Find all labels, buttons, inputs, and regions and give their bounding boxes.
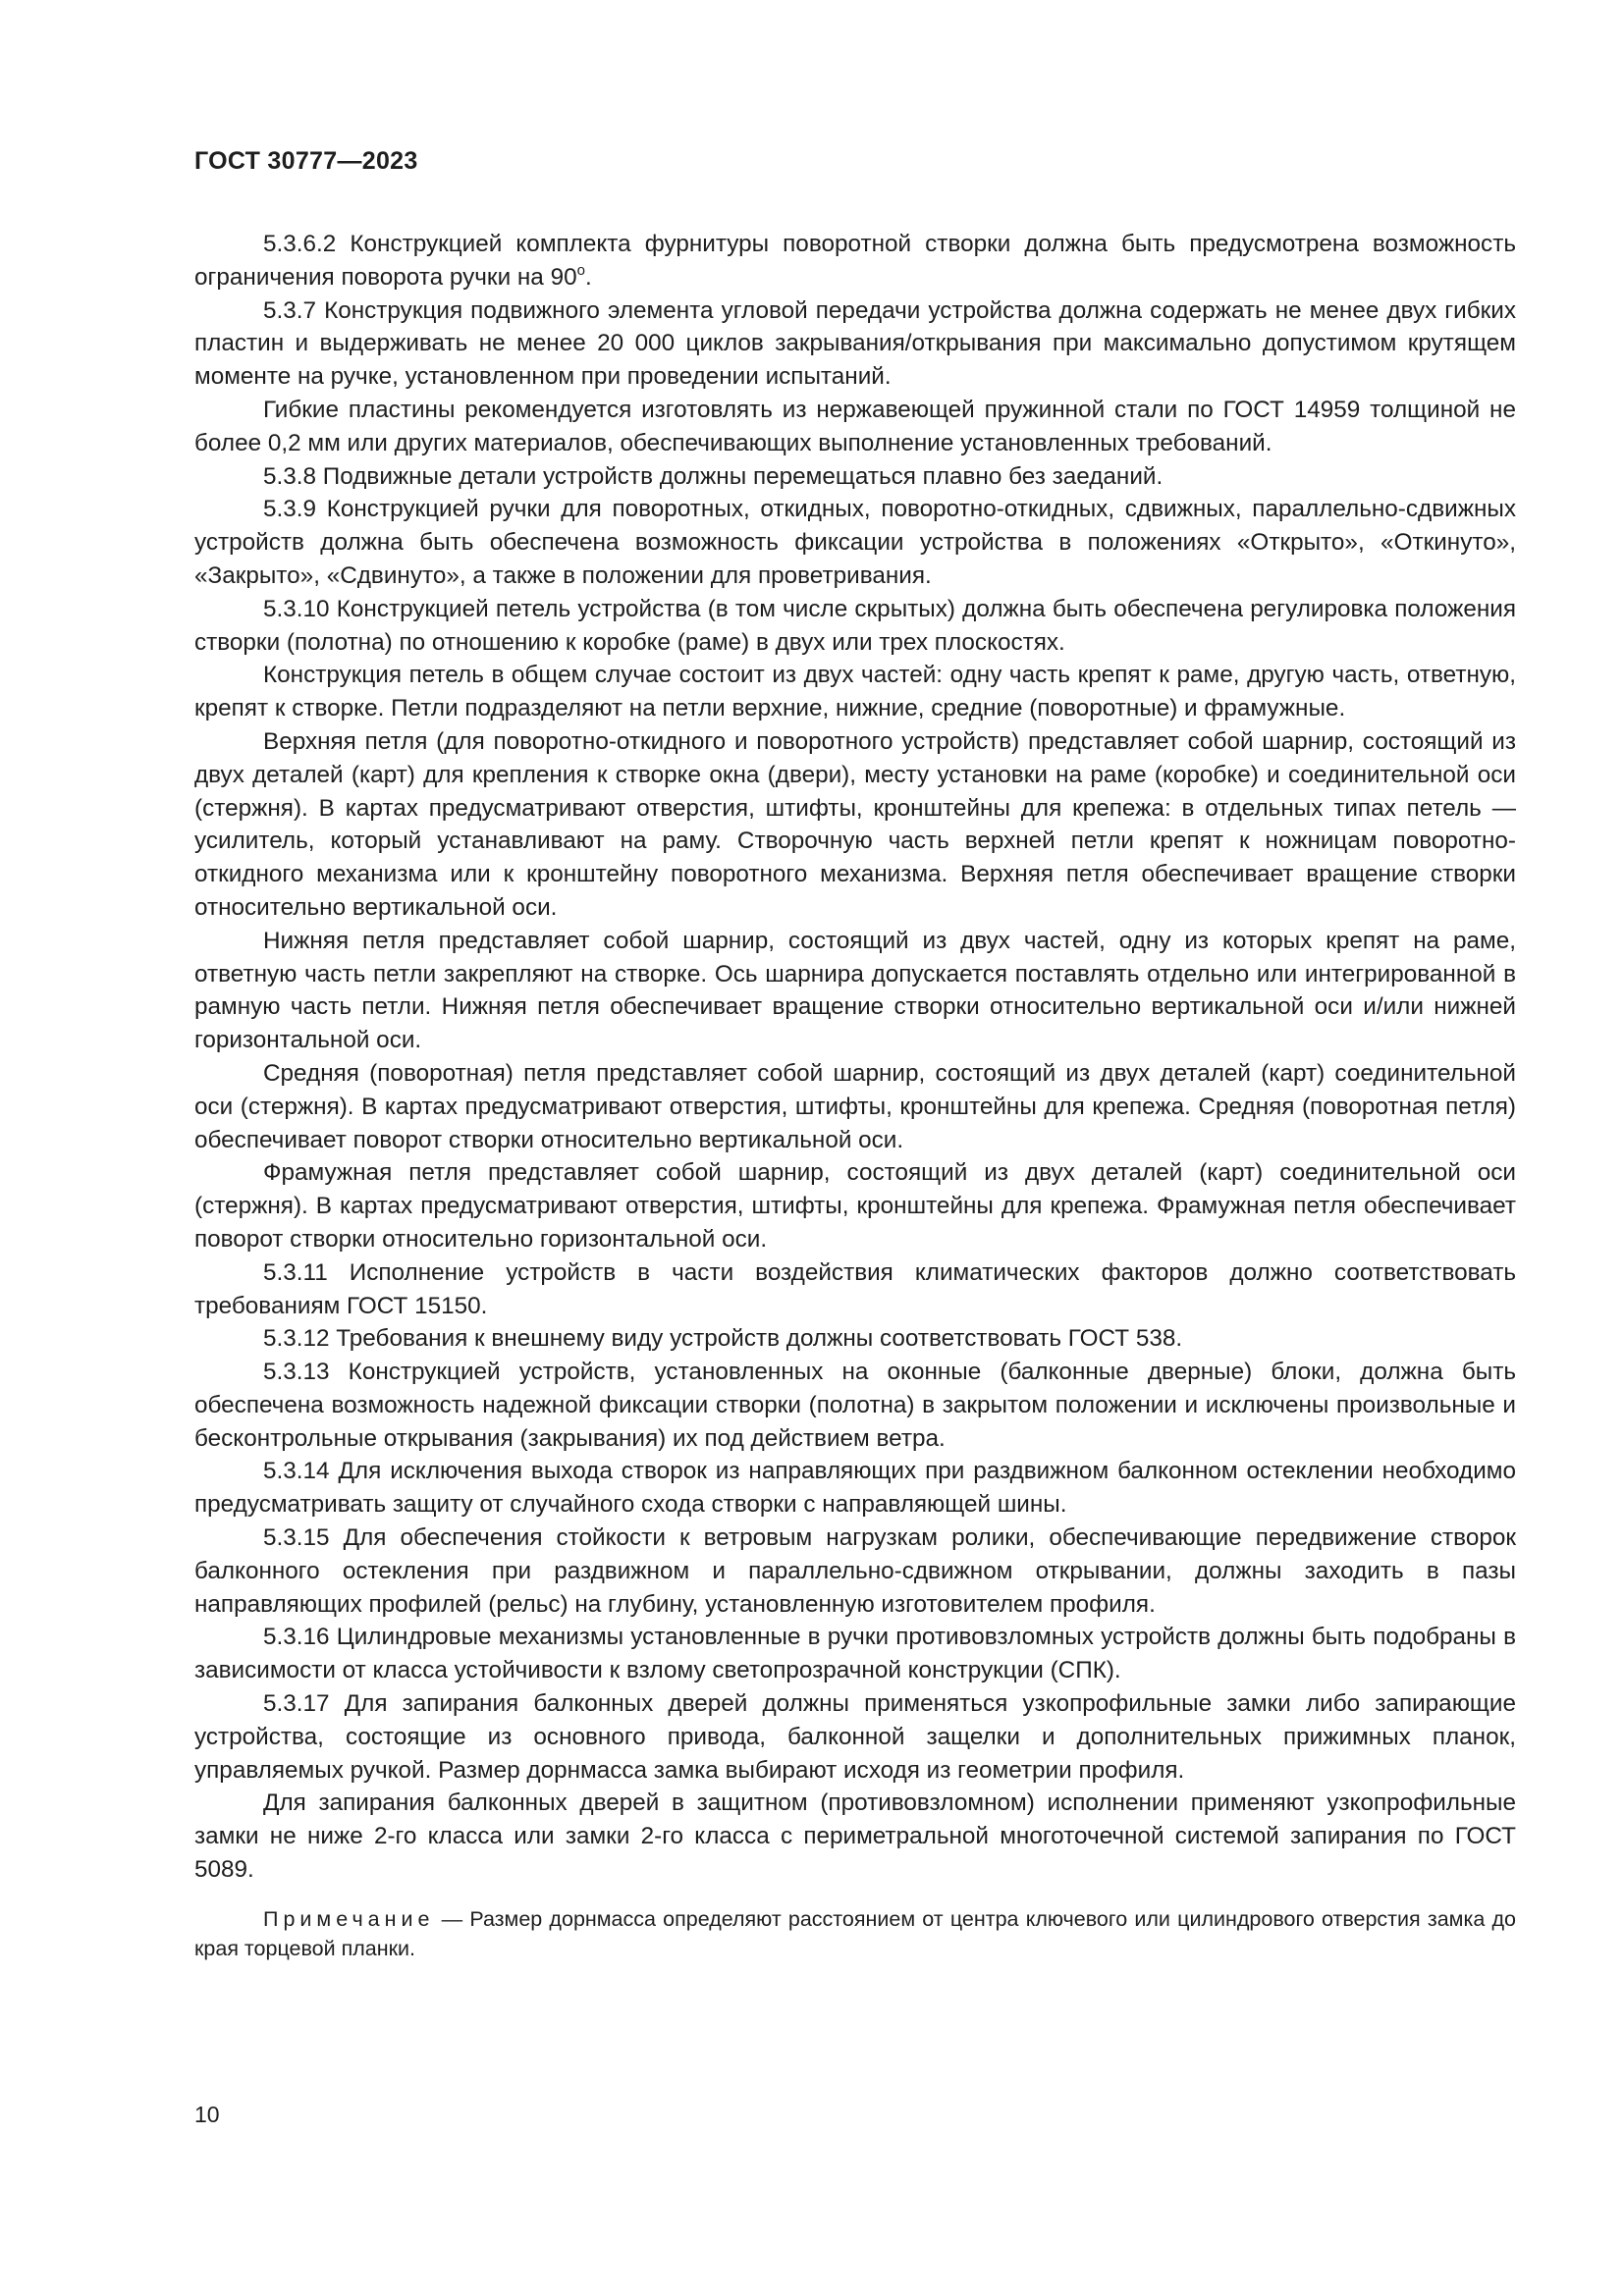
note — [194, 1904, 1516, 1963]
paragraph-middle-hinge: Средняя (поворотная) петля представляет собой шарнир, состоящий из двух деталей (карт) соединительной оси (стержня). В картах предусматривают отверстия, штифты, кронштейны для крепежа. Средняя (поворотная петля) обеспечивает поворот створки относительно вертикальной оси. — [194, 1059, 1516, 1153]
paragraph-lower-hinge: Нижняя петля представляет собой шарнир, состоящий из двух частей, одну из которых крепят на раме, ответную часть петли закрепляют на створке. Ось шарнира допускается поставлять отдельно или интегрированной в рамную часть петли. Нижняя петля обеспечивает вращение створки относительно вертикальной оси и/или нижней горизонтальной оси. — [194, 927, 1516, 1054]
paragraph-flexible-plates: Гибкие пластины рекомендуется изготовлять из нержавеющей пружинной стали по ГОСТ 14959 толщиной не более 0,2 мм или других материалов, обеспечивающих выполнение установленных требований. — [194, 396, 1516, 456]
note-text: — Размер дорнмасса определяют расстоянием от центра ключевого или цилиндрового отверстия замка до края торцевой планки. — [194, 1906, 1516, 1960]
paragraph-burglar-resistant: Для запирания балконных дверей в защитном (противовзломном) исполнении применяют узкопрофильные замки не ниже 2-го класса или замки 2-го класса с периметральной многоточечной системой запирания по ГОСТ 5089. — [194, 1789, 1516, 1884]
paragraph-5-3-17: 5.3.17 Для запирания балконных дверей должны применяться узкопрофильные замки либо запирающие устройства, состоящие из основного привода, балконной защелки и дополнительных прижимных планок, управляемых ручкой. Размер дорнмасса замка выбирают исходя из геометрии профиля. — [194, 1690, 1516, 1784]
paragraph-5-3-7: 5.3.7 Конструкция подвижного элемента угловой передачи устройства должна содержать не менее двух гибких пластин и выдерживать не менее 20 000 циклов закрывания/открывания при максимально допустимом крутящем моменте на ручке, установленном при проведении испытаний. — [194, 296, 1516, 391]
paragraph-5-3-12: 5.3.12 Требования к внешнему виду устройств должны соответствовать ГОСТ 538. — [263, 1325, 1183, 1353]
paragraph-transom-hinge: Фрамужная петля представляет собой шарнир, состоящий из двух деталей (карт) соединительной оси (стержня). В картах предусматривают отверстия, штифты, кронштейны для крепежа. Фрамужная петля обеспечивает поворот створки относительно горизонтальной оси. — [194, 1159, 1516, 1253]
paragraph-5-3-10: 5.3.10 Конструкцией петель устройства (в том числе скрытых) должна быть обеспечена регулировка положения створки (полотна) по отношению к коробке (раме) в двух или трех плоскостях. — [194, 595, 1516, 656]
paragraph-hinge-construction: Конструкция петель в общем случае состоит из двух частей: одну часть крепят к раме, другую часть, ответную, крепят к створке. Петли подразделяют на петли верхние, нижние, средние (поворотные) и фрамужные. — [194, 662, 1516, 722]
paragraph-5-3-15: 5.3.15 Для обеспечения стойкости к ветровым нагрузкам ролики, обеспечивающие передвижение створок балконного остекления при раздвижном и параллельно-сдвижном открывании, должны заходить в пазы направляющих профилей (рельс) на глубину, установленную изготовителем профиля. — [194, 1524, 1516, 1618]
paragraph-upper-hinge: Верхняя петля (для поворотно-откидного и поворотного устройств) представляет собой шарнир, состоящий из двух деталей (карт) для крепления к створке окна (двери), месту установки на раме (коробке) и соединительной оси (стержня). В картах предусматривают отверстия, штифты, кронштейны для крепежа: в отдельных типах петель — усилитель, который устанавливают на раму. Створочную часть верхней петли крепят к ножницам поворотно-откидного механизма или к кронштейну поворотного механизма. Верхняя петля обеспечивает вращение створки относительно вертикальной оси. — [194, 727, 1516, 921]
paragraph-5-3-6-2 — [194, 228, 1516, 294]
paragraph-period: . — [584, 263, 592, 291]
note-label: Примечание — [263, 1906, 435, 1931]
paragraph-text: 5.3.6.2 Конструкцией комплекта фурнитуры поворотной створки должна быть предусмотрена возможность ограничения поворота ручки на 90 — [194, 231, 1516, 291]
page-number: 10 — [194, 2102, 220, 2127]
paragraph-5-3-8: 5.3.8 Подвижные детали устройств должны перемещаться плавно без заеданий. — [263, 462, 1164, 490]
paragraph-5-3-14: 5.3.14 Для исключения выхода створок из направляющих при раздвижном балконном остеклении необходимо предусматривать защиту от случайного схода створки с направляющей шины. — [194, 1458, 1516, 1519]
paragraph-5-3-11: 5.3.11 Исполнение устройств в части воздействия климатических факторов должно соответствовать требованиям ГОСТ 15150. — [194, 1258, 1516, 1319]
paragraph-5-3-13: 5.3.13 Конструкцией устройств, установленных на оконные (балконные дверные) блоки, должна быть обеспечена возможность надежной фиксации створки (полотна) в закрытом положении и исключены произвольные и бесконтрольные открывания (закрывания) их под действием ветра. — [194, 1359, 1516, 1452]
document-body — [194, 228, 1516, 1963]
paragraph-5-3-16: 5.3.16 Цилиндровые механизмы установленные в ручки противовзломных устройств должны быть подобраны в зависимости от класса устойчивости к взлому светопрозрачной конструкции (СПК). — [194, 1624, 1516, 1684]
paragraph-5-3-9: 5.3.9 Конструкцией ручки для поворотных, откидных, поворотно-откидных, сдвижных, параллельно-сдвижных устройств должна быть обеспечена возможность фиксации устройства в положениях «Открыто», «Откинуто», «Закрыто», «Сдвинуто», а также в положении для проветривания. — [194, 496, 1516, 589]
document-header: ГОСТ 30777—2023 — [194, 147, 418, 175]
degree-superscript: о — [576, 261, 585, 279]
